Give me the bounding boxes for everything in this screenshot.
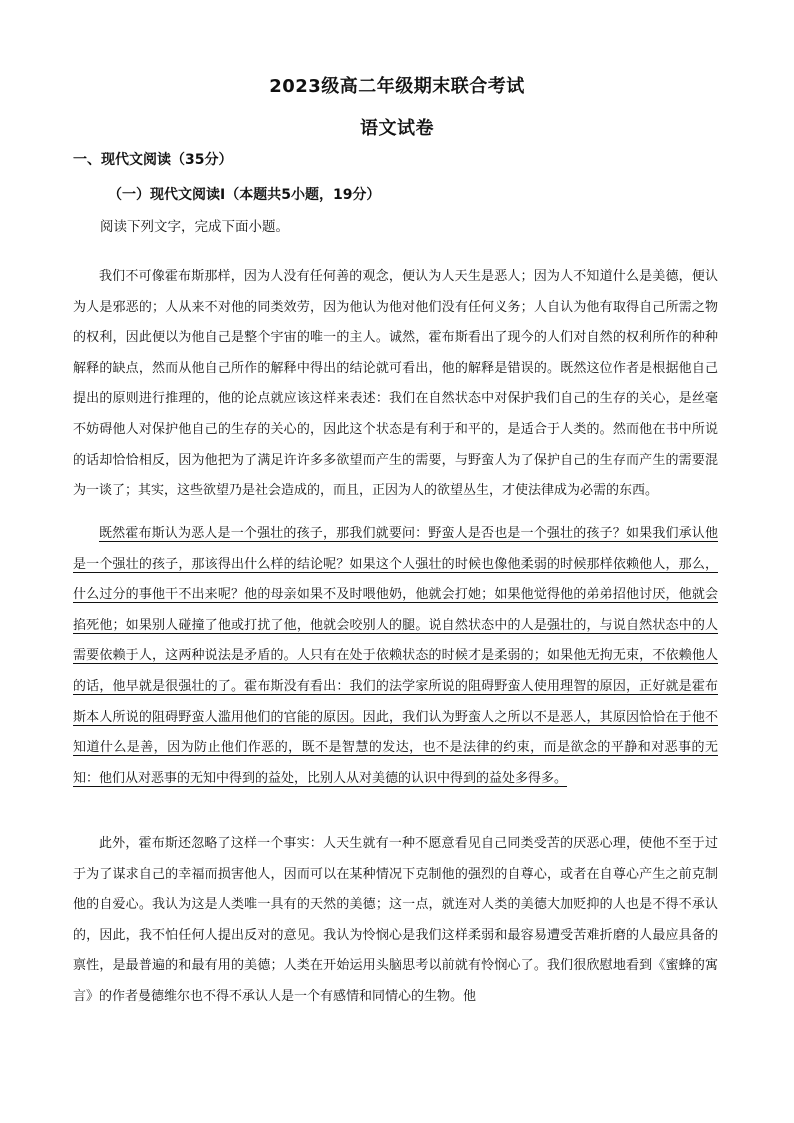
passage-paragraph-2 [73,519,718,794]
underlined-passage-text: 既然霍布斯认为恶人是一个强壮的孩子，那我们就要问：野蛮人是否也是一个强壮的孩子？如果我们承认他是一个强壮的孩子，那该得出什么样的结论呢？如果这个人强壮的时候也像他柔弱的时候那样依赖他人，那么，什么过分的事他干不出来呢？他的母亲如果不及时喂他奶，他就会打她；如果他觉得他的弟弟招他讨厌，他就会掐死他；如果别人碰撞了他或打扰了他，他就会咬别人的腿。说自然状态中的人是强壮的，与说自然状态中的人需要依赖于人，这两种说法是矛盾的。人只有在处于依赖状态的时候才是柔弱的；如果他无拘无束，不依赖他人的话，他早就是很强壮的了。霍布斯没有看出：我们的法学家所说的阻碍野蛮人使用理智的原因，正好就是霍布斯本人所说的阻碍野蛮人滥用他们的官能的原因。因此，我们认为野蛮人之所以不是恶人，其原因恰恰在于他不知道什么是善，因为防止他们作恶的，既不是智慧的发达，也不是法律的约束，而是欲念的平静和对恶事的无知：他们从对恶事的无知中得到的益处，比别人从对美德的认识中得到的益处多得多。 [73,526,718,786]
subsection-heading: （一）现代文阅读Ⅰ（本题共5小题，19分） [108,187,381,203]
passage-paragraph-1: 我们不可像霍布斯那样，因为人没有任何善的观念，便认为人天生是恶人；因为人不知道什么是美德，便认为人是邪恶的；人从来不对他的同类效劳，因为他认为他对他们没有任何义务；人自认为他有取得自己所需之物的权利，因此便以为他自己是整个宇宙的唯一的主人。诚然，霍布斯看出了现今的人们对自然的权利所作的种种解释的缺点，然而从他自己所作的解释中得出的结论就可看出，他的解释是错误的。既然这位作者是根据他自己提出的原则进行推理的，他的论点就应该这样来表述：我们在自然状态中对保护我们自己的生存的关心，是丝毫不妨碍他人对保护他自己的生存的关心的，因此这个状态是有利于和平的，是适合于人类的。然而他在书中所说的话却恰恰相反，因为他把为了满足许许多多欲望而产生的需要，与野蛮人为了保护自己的生存而产生的需要混为一谈了；其实，这些欲望乃是社会造成的，而且，正因为人的欲望丛生，才使法律成为必需的东西。 [73,269,718,499]
passage-paragraph-3: 此外，霍布斯还忽略了这样一个事实：人天生就有一种不愿意看见自己同类受苦的厌恶心理，使他不至于过于为了谋求自己的幸福而损害他人，因而可以在某种情况下克制他的强烈的自尊心，或者在自尊心产生之前克制他的自爱心。我认为这是人类唯一具有的天然的美德；这一点，就连对人类的美德大加贬抑的人也是不得不承认的，因此，我不怕任何人提出反对的意见。我认为怜悯心是我们这样柔弱和最容易遭受苦难折磨的人最应具备的禀性，是最普遍的和最有用的美德；人类在开始运用头脑思考以前就有怜悯心了。我们很欣慰地看到《蜜蜂的寓言》的作者曼德维尔也不得不承认人是一个有感情和同情心的生物。他 [73,836,718,1004]
section-heading: 一、现代文阅读（35分） [73,152,233,168]
exam-title: 2023级高二年级期末联合考试 [269,76,525,97]
exam-subtitle: 语文试卷 [360,118,434,139]
reading-instruction: 阅读下列文字，完成下面小题。 [100,219,289,235]
